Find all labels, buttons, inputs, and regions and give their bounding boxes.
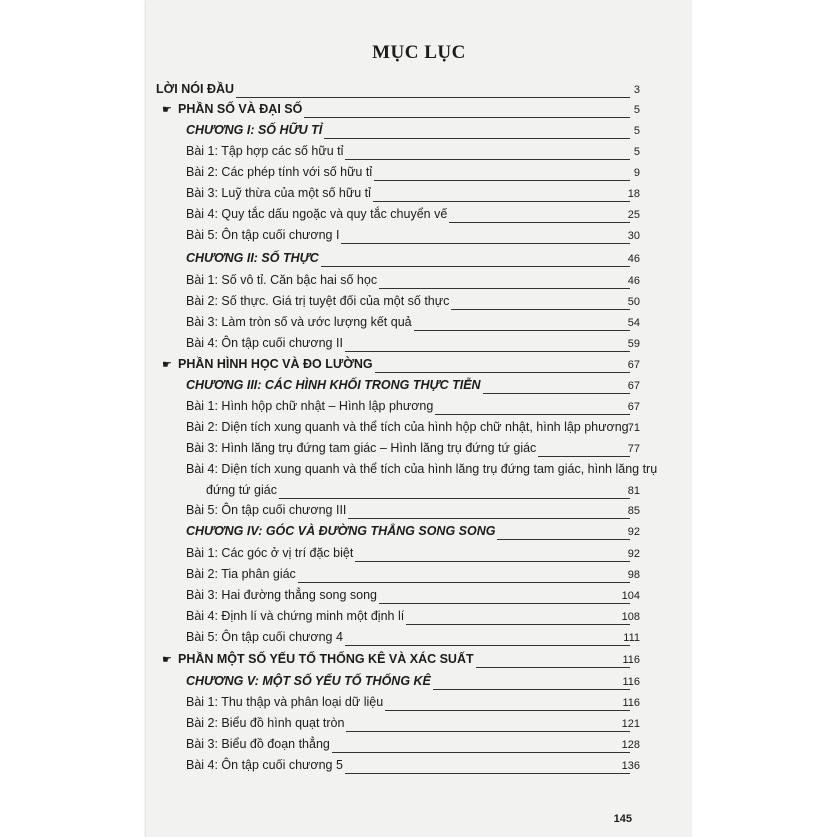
toc-entry-title: PHẦN SỐ VÀ ĐẠI SỐ <box>178 102 303 116</box>
toc-entry <box>146 292 692 312</box>
toc-entry-page: 81 <box>627 485 640 497</box>
toc-entry-page: 67 <box>627 380 640 392</box>
toc-entry <box>146 522 692 542</box>
leader-line <box>451 309 630 310</box>
toc-entry-page: 30 <box>627 230 640 242</box>
toc-entry-title: Bài 1: Tập hợp các số hữu tỉ <box>186 144 344 158</box>
toc-entry-page: 85 <box>627 505 640 517</box>
leader-line <box>385 710 630 711</box>
toc-entry <box>146 586 692 606</box>
toc-entry <box>146 672 692 692</box>
toc-entry-page: 92 <box>627 526 640 538</box>
leader-line <box>345 351 630 352</box>
toc-entry-page: 116 <box>622 676 640 688</box>
pointing-hand-icon: ☛ <box>162 654 172 666</box>
leader-line <box>345 773 630 774</box>
toc-entry-page: 5 <box>633 125 640 137</box>
toc-entry <box>146 501 692 521</box>
leader-line <box>538 456 630 457</box>
toc-entry-page: 54 <box>627 317 640 329</box>
toc-entry-title: LỜI NÓI ĐẦU <box>156 82 235 96</box>
toc-entry <box>146 628 692 648</box>
leader-line <box>345 645 630 646</box>
toc-entry <box>146 163 692 183</box>
toc-entry <box>146 184 692 204</box>
toc-entry-title: Bài 4: Ôn tập cuối chương II <box>186 336 343 350</box>
toc-entry-page: 92 <box>627 548 640 560</box>
toc-entry <box>146 142 692 162</box>
toc-entry-page: 136 <box>621 760 640 772</box>
leader-line <box>332 752 630 753</box>
toc-entry-title: CHƯƠNG II: SỐ THỰC <box>186 251 319 265</box>
leader-line <box>324 138 630 139</box>
toc-entry-title: Bài 5: Ôn tập cuối chương I <box>186 228 340 242</box>
toc-entry-page: 67 <box>627 401 640 413</box>
toc-entry-page: 5 <box>633 146 640 158</box>
toc-entry-page: 3 <box>633 84 640 96</box>
toc-entry-title: Bài 3: Luỹ thừa của một số hữu tỉ <box>186 186 371 200</box>
toc-entry-title: PHẦN HÌNH HỌC VÀ ĐO LƯỜNG <box>178 357 373 371</box>
leader-line <box>279 498 630 499</box>
leader-line <box>298 582 630 583</box>
book-page <box>146 0 692 837</box>
leader-line <box>236 97 630 98</box>
toc-entry <box>146 714 692 734</box>
toc-entry-title: CHƯƠNG I: SỐ HỮU TỈ <box>186 123 323 137</box>
leader-line <box>345 159 630 160</box>
toc-entry-title: Bài 4: Định lí và chứng minh một định lí <box>186 609 405 623</box>
toc-entry-page: 98 <box>627 569 640 581</box>
pointing-hand-icon: ☛ <box>162 104 172 116</box>
toc-entry <box>146 355 692 375</box>
toc-entry <box>146 100 692 120</box>
leader-line <box>373 201 630 202</box>
leader-line <box>449 222 630 223</box>
toc-entry <box>146 313 692 333</box>
leader-line <box>304 117 630 118</box>
toc-entry-title: Bài 3: Làm tròn số và ước lượng kết quả <box>186 315 412 329</box>
leader-line <box>374 180 630 181</box>
toc-entry-title: CHƯƠNG IV: GÓC VÀ ĐƯỜNG THẲNG SONG SONG <box>186 524 496 538</box>
toc-entry-title: Bài 4: Quy tắc dấu ngoặc và quy tắc chuyển vế <box>186 207 448 221</box>
toc-entry-title: Bài 3: Hình lăng trụ đứng tam giác – Hình lăng trụ đứng tứ giác <box>186 441 537 455</box>
toc-entry <box>146 460 692 480</box>
leader-line <box>355 561 630 562</box>
toc-entry-title: Bài 4: Diện tích xung quanh và thể tích của hình lăng trụ đứng tam giác, hình lăng trụ <box>186 462 658 476</box>
table-of-contents <box>146 0 692 837</box>
toc-entry-title: Bài 3: Hai đường thẳng song song <box>186 588 377 602</box>
leader-line <box>483 393 630 394</box>
toc-entry-page: 50 <box>627 296 640 308</box>
toc-entry-title: Bài 2: Diện tích xung quanh và thể tích của hình hộp chữ nhật, hình lập phương <box>186 420 629 434</box>
page-number: 145 <box>613 813 632 825</box>
leader-line <box>476 667 630 668</box>
toc-entry <box>146 439 692 459</box>
toc-entry-page: 121 <box>621 718 640 730</box>
toc-entry-page: 46 <box>627 253 640 265</box>
toc-entry-page: 111 <box>623 632 640 644</box>
toc-entry-title: Bài 3: Biểu đồ đoạn thẳng <box>186 737 330 751</box>
toc-entry <box>146 693 692 713</box>
leader-line <box>341 243 630 244</box>
toc-entry-title: Bài 5: Ôn tập cuối chương 4 <box>186 630 343 644</box>
toc-entry <box>146 121 692 141</box>
leader-line <box>406 624 630 625</box>
toc-entry-page: 67 <box>627 359 640 371</box>
toc-entry <box>146 397 692 417</box>
toc-entry-page: 116 <box>622 697 640 709</box>
toc-entry <box>146 376 692 396</box>
toc-entry-title: CHƯƠNG III: CÁC HÌNH KHỐI TRONG THỰC TIỄN <box>186 378 481 392</box>
toc-entry-page: 25 <box>627 209 640 221</box>
leader-line <box>379 288 630 289</box>
leader-line <box>433 689 630 690</box>
toc-entry-title: Bài 1: Số vô tỉ. Căn bậc hai số học <box>186 273 378 287</box>
leader-line <box>414 330 630 331</box>
pointing-hand-icon: ☛ <box>162 359 172 371</box>
toc-entry-page: 18 <box>627 188 640 200</box>
toc-entry <box>146 334 692 354</box>
toc-entry-page: 9 <box>633 167 640 179</box>
toc-entry-title: Bài 2: Số thực. Giá trị tuyệt đối của một số thực <box>186 294 450 308</box>
toc-entry-title: Bài 1: Hình hộp chữ nhật – Hình lập phương <box>186 399 434 413</box>
toc-entry-page: 46 <box>627 275 640 287</box>
page-title: MỤC LỤC <box>372 42 466 63</box>
toc-entry-title: Bài 2: Các phép tính với số hữu tỉ <box>186 165 373 179</box>
leader-line <box>346 731 630 732</box>
toc-entry-title: Bài 4: Ôn tập cuối chương 5 <box>186 758 343 772</box>
toc-entry-title: PHẦN MỘT SỐ YẾU TỐ THỐNG KÊ VÀ XÁC SUẤT <box>178 652 474 666</box>
toc-entry <box>146 226 692 246</box>
leader-line <box>379 603 630 604</box>
toc-entry <box>146 565 692 585</box>
toc-entry-page: 77 <box>627 443 640 455</box>
toc-entry-title: đứng tứ giác <box>206 483 277 497</box>
toc-entry <box>146 249 692 269</box>
toc-entry-page: 5 <box>633 104 640 116</box>
toc-entry <box>146 271 692 291</box>
leader-line <box>435 414 630 415</box>
toc-entry <box>146 418 692 438</box>
toc-entry-page: 116 <box>622 654 640 666</box>
toc-entry-title: Bài 1: Các góc ở vị trí đặc biệt <box>186 546 354 560</box>
leader-line <box>497 539 630 540</box>
toc-entry-page: 59 <box>627 338 640 350</box>
toc-entry <box>146 205 692 225</box>
toc-entry-page: 104 <box>621 590 640 602</box>
toc-entry-page: 71 <box>627 422 640 434</box>
toc-entry <box>146 544 692 564</box>
toc-entry-title: Bài 1: Thu thập và phân loại dữ liệu <box>186 695 384 709</box>
toc-entry-page: 108 <box>621 611 640 623</box>
toc-entry <box>146 650 692 670</box>
toc-entry-title: CHƯƠNG V: MỘT SỐ YẾU TỐ THỐNG KÊ <box>186 674 431 688</box>
leader-line <box>375 372 630 373</box>
toc-entry-title: Bài 2: Tia phân giác <box>186 567 296 581</box>
leader-line <box>321 266 630 267</box>
toc-entry <box>146 80 692 100</box>
toc-entry <box>146 607 692 627</box>
toc-entry-page: 128 <box>621 739 640 751</box>
toc-entry-title: Bài 2: Biểu đồ hình quạt tròn <box>186 716 345 730</box>
toc-entry-title: Bài 5: Ôn tập cuối chương III <box>186 503 347 517</box>
leader-line <box>348 518 630 519</box>
toc-entry <box>146 756 692 776</box>
toc-entry <box>146 735 692 755</box>
toc-entry-continuation <box>146 481 692 501</box>
